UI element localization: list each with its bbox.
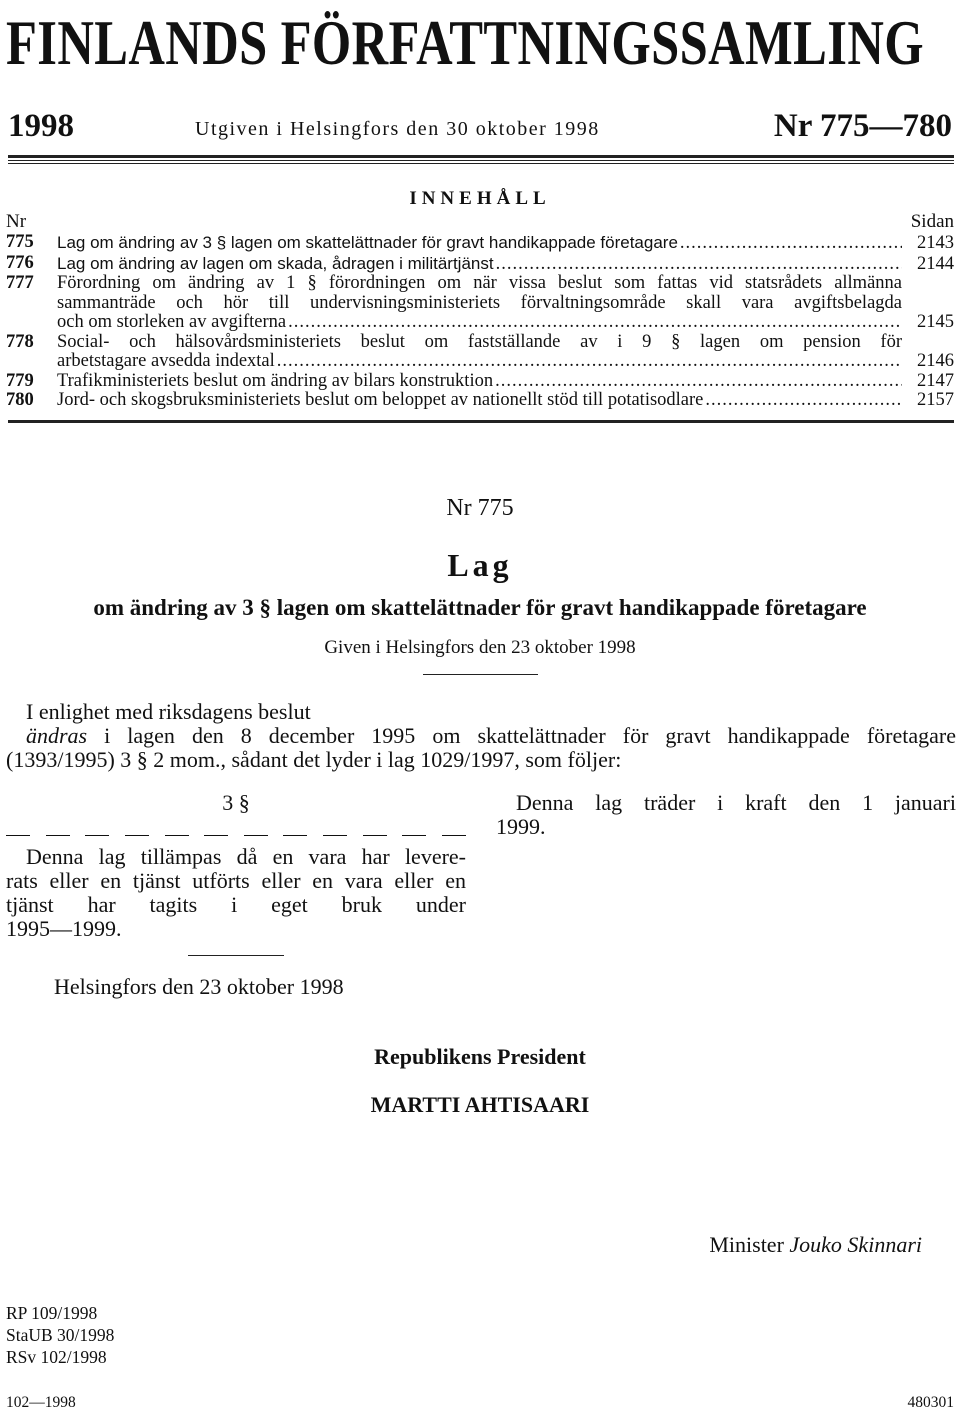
entry-number: 778 <box>6 331 34 352</box>
minister-signature <box>709 1232 922 1258</box>
masthead <box>6 8 954 78</box>
section-text-line: rats eller en tjänst utförts eller en vara eller en <box>6 868 466 893</box>
entry-title: Lag om ändring av 3 § lagen om skattelättnader för gravt handikappade företagare <box>57 233 678 252</box>
entry-page: 2145 <box>917 312 954 332</box>
entry-number: 776 <box>6 252 34 273</box>
act-title: om ändring av 3 § lagen om skattelättnader för gravt handikappade företagare <box>93 595 867 620</box>
contents-entry-776[interactable] <box>6 254 954 275</box>
entry-number: 780 <box>6 390 34 410</box>
preamble-text: i lagen den 8 december 1995 om skattelättnader för gravt handikappade företagare <box>87 723 956 748</box>
contents-column-nr: Nr <box>6 211 27 232</box>
header-rule-thin-2 <box>8 163 954 164</box>
entry-number: 775 <box>6 232 34 252</box>
act-number: Nr 775 <box>446 495 514 521</box>
contents-entry-779[interactable] <box>6 372 954 392</box>
act-title-divider <box>423 674 538 675</box>
entry-leader-dots <box>496 255 902 275</box>
issue-subtitle: Utgiven i Helsingfors den 30 oktober 1998 <box>195 118 600 140</box>
entry-leader-dots <box>288 313 902 333</box>
preamble <box>6 700 956 772</box>
section-text-line: Denna lag tillämpas då en vara har levere- <box>26 844 466 869</box>
president-label: Republikens President <box>374 1044 586 1069</box>
omitted-text-dashes <box>6 825 466 845</box>
entry-title: Trafikministeriets beslut om ändring av bilars konstruktion <box>57 370 494 391</box>
entry-into-force <box>496 791 956 839</box>
contents-entry-778[interactable] <box>6 333 954 372</box>
preamble-verb: ändras <box>26 723 88 748</box>
publication-title: FINLANDS FÖRFATTNINGSSAMLING <box>6 8 924 78</box>
minister-name: Jouko Skinnari <box>789 1232 922 1257</box>
entry-leader-dots <box>277 352 902 372</box>
entry-page: 2143 <box>917 233 954 253</box>
entry-title-line: arbetstagare avsedda indextal <box>57 351 275 371</box>
entry-into-force-line: 1999. <box>496 814 546 839</box>
entry-title: Jord- och skogsbruksministeriets beslut om beloppet av nationellt stöd till potatisodlare <box>57 390 704 410</box>
section-text-line: 1995—1999. <box>6 916 122 941</box>
references <box>6 1302 114 1368</box>
contents-entry-775[interactable] <box>6 233 954 254</box>
place-date: Helsingfors den 23 oktober 1998 <box>54 974 344 999</box>
entry-title-line: sammanträde och hör till undervisningsministeriets förvaltningsområde skall vara avgiftsbelagda <box>57 292 902 313</box>
entry-title: Lag om ändring av lagen om skada, ådragen i militärtjänst <box>57 253 494 273</box>
footer-number: 480301 <box>907 1394 954 1411</box>
entry-title-line: och om storleken av avgifterna <box>57 312 287 332</box>
contents-rule <box>8 420 954 423</box>
act-given-date: Given i Helsingfors den 23 oktober 1998 <box>324 637 636 658</box>
contents-entry-777[interactable] <box>6 274 954 333</box>
contents-column-page: Sidan <box>910 211 954 232</box>
header-rule-thick <box>8 155 954 158</box>
header-rule-thin-1 <box>8 160 954 161</box>
contents-list <box>6 233 954 411</box>
minister-label: Minister <box>709 1232 784 1257</box>
reference-item: RSv 102/1998 <box>6 1347 107 1367</box>
section-column <box>6 791 466 956</box>
entry-leader-dots <box>680 234 902 254</box>
section-end-rule <box>188 955 284 956</box>
entry-page: 2157 <box>917 390 954 410</box>
entry-leader-dots <box>705 391 902 411</box>
section-text-line: tjänst har tagits i eget bruk under <box>6 892 466 917</box>
entry-title-line: Social- och hälsovårdsministeriets beslut om fastställande av i 9 § lagen om pension för <box>57 331 902 352</box>
entry-page: 2144 <box>917 253 954 274</box>
preamble-line: (1393/1995) 3 § 2 mom., sådant det lyder i lag 1029/1997, som följer: <box>6 747 622 772</box>
entry-number: 779 <box>6 370 34 391</box>
issue-numbers: Nr 775—780 <box>773 108 952 144</box>
contents-entry-780[interactable] <box>6 391 954 411</box>
contents-title: INNEHÅLL <box>409 188 551 209</box>
preamble-line <box>6 724 956 748</box>
reference-item: StaUB 30/1998 <box>6 1325 115 1345</box>
footer-code: 102—1998 <box>6 1394 76 1411</box>
reference-item: RP 109/1998 <box>6 1303 98 1323</box>
preamble-line: I enlighet med riksdagens beslut <box>26 699 311 724</box>
entry-leader-dots <box>495 372 902 392</box>
entry-number: 777 <box>6 273 34 293</box>
entry-page: 2147 <box>917 370 954 391</box>
section-heading: 3 § <box>222 790 250 815</box>
act-type: Lag <box>447 547 513 583</box>
entry-into-force-line: Denna lag träder i kraft den 1 januari <box>516 790 956 815</box>
entry-page: 2146 <box>917 351 954 371</box>
issue-year: 1998 <box>8 108 74 144</box>
president-name: MARTTI AHTISAARI <box>370 1092 590 1117</box>
entry-title-line: Förordning om ändring av 1 § förordningen om när vissa beslut som fattas vid statsrådets allmänna <box>57 273 902 293</box>
